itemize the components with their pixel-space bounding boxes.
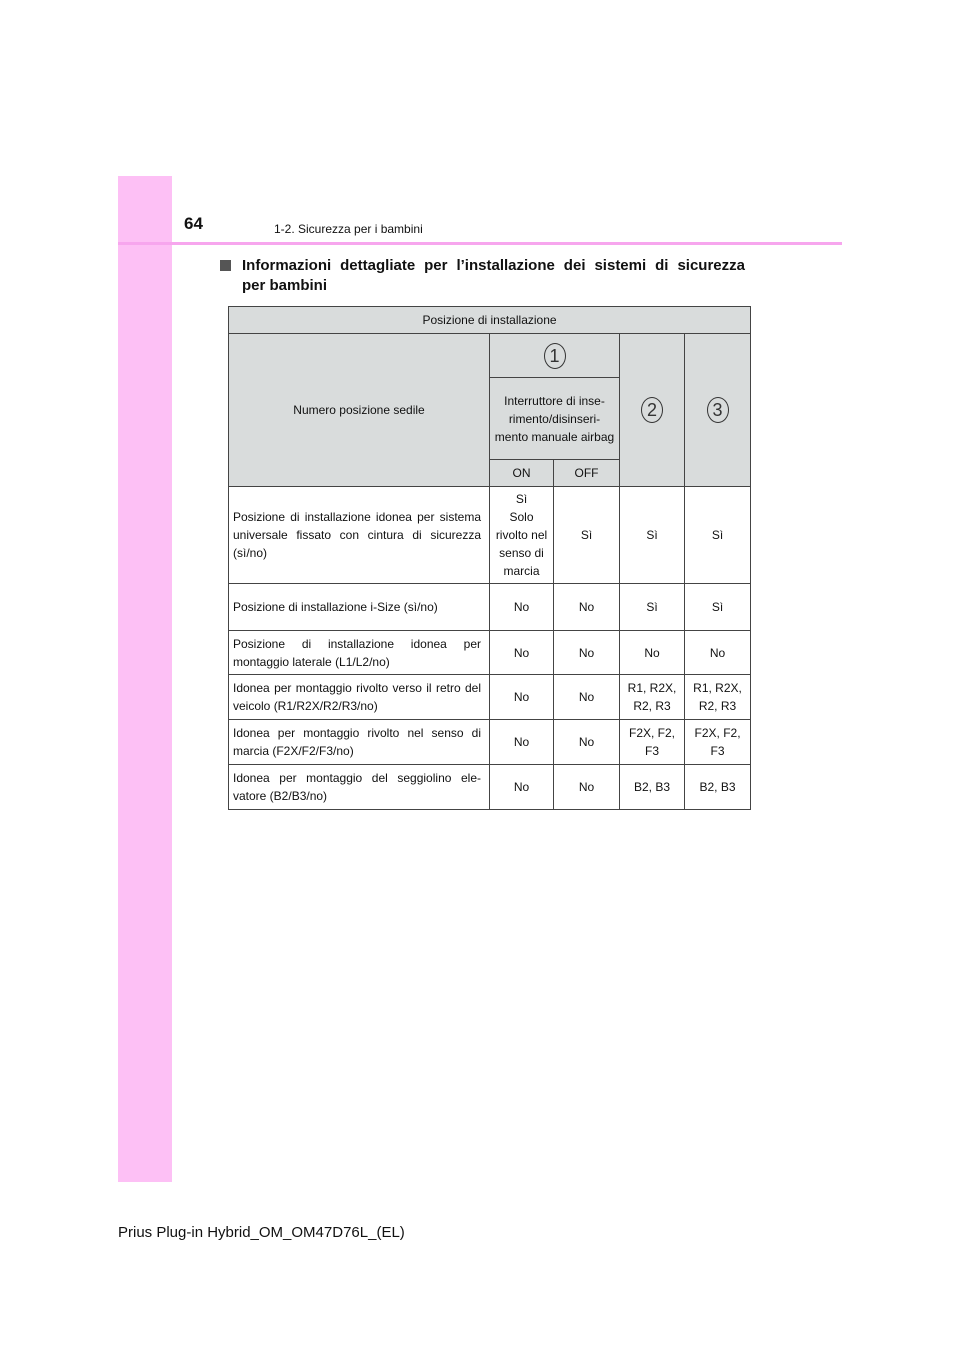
- cell-off: No: [554, 675, 620, 720]
- position-3-header: [685, 334, 751, 487]
- document-footer: Prius Plug-in Hybrid_OM_OM47D76L_(EL): [118, 1224, 405, 1241]
- cell-pos3: F2X, F2, F3: [685, 720, 751, 765]
- cell-pos2: Sì: [620, 487, 685, 584]
- position-1-icon: 1: [544, 343, 566, 369]
- square-bullet-icon: [220, 260, 231, 271]
- table-row: [229, 675, 751, 720]
- cell-pos2: Sì: [620, 584, 685, 631]
- header-divider: [118, 242, 842, 245]
- row-label: Idonea per montaggio rivolto nel senso di marcia (F2X/F2/F3/no): [229, 720, 490, 765]
- row-label: Posizione di installazione i-Size (sì/no): [229, 584, 490, 631]
- cell-off: No: [554, 584, 620, 631]
- cell-on: No: [490, 675, 554, 720]
- cell-pos3: B2, B3: [685, 765, 751, 810]
- on-header: ON: [490, 460, 554, 487]
- section-title: 1-2. Sicurezza per i bambini: [274, 222, 423, 236]
- table-row: [229, 720, 751, 765]
- position-2-icon: 2: [641, 397, 663, 423]
- cell-pos3: No: [685, 631, 751, 675]
- row-label: Posizione di installazione idonea per sistema universale fissato con cintura di sicurezza (sì/no): [229, 487, 490, 584]
- cell-pos3: Sì: [685, 487, 751, 584]
- position-2-header: [620, 334, 685, 487]
- cell-pos2: B2, B3: [620, 765, 685, 810]
- table-title: Posizione di installazione: [229, 307, 751, 334]
- seat-number-label: Numero posizione sedile: [229, 334, 490, 487]
- row-label: Idonea per montaggio del seggiolino ele-vatore (B2/B3/no): [229, 765, 490, 810]
- table-row: [229, 584, 751, 631]
- cell-on-value: Sì: [515, 492, 528, 506]
- table-row: [229, 765, 751, 810]
- cell-off-column: Sì: [554, 487, 620, 584]
- cell-on: No: [490, 584, 554, 631]
- page-number: 64: [184, 214, 203, 233]
- cell-off: No: [554, 631, 620, 675]
- cell-on: No: [490, 631, 554, 675]
- cell-pos2: F2X, F2, F3: [620, 720, 685, 765]
- cell-on-note: Solo rivolto nel senso di marcia: [495, 510, 548, 578]
- cell-on: No: [490, 765, 554, 810]
- cell-pos2: R1, R2X, R2, R3: [620, 675, 685, 720]
- position-1-header: [490, 334, 620, 378]
- cell-pos3: R1, R2X, R2, R3: [685, 675, 751, 720]
- table-row: [229, 487, 751, 584]
- cell-off: No: [554, 720, 620, 765]
- installation-table: [228, 306, 751, 810]
- off-header: OFF: [554, 460, 620, 487]
- cell-pos2: No: [620, 631, 685, 675]
- cell-on: No: [490, 720, 554, 765]
- side-tab-band: [118, 176, 172, 1182]
- row-label: Posizione di installazione idonea per montaggio laterale (L1/L2/no): [229, 631, 490, 675]
- table-row: [229, 631, 751, 675]
- cell-off: No: [554, 765, 620, 810]
- row-label: Idonea per montaggio rivolto verso il retro del veicolo (R1/R2X/R2/R3/no): [229, 675, 490, 720]
- heading-line-1: Informazioni dettagliate per l’installazione dei sistemi di sicurezza: [242, 257, 745, 274]
- cell-on-off-merged: [490, 487, 554, 584]
- airbag-switch-label: Interruttore di inse-rimento/disinseri-mento manuale airbag: [490, 378, 620, 460]
- position-3-icon: 3: [707, 397, 729, 423]
- heading-line-2: per bambini: [242, 277, 328, 294]
- cell-pos3: Sì: [685, 584, 751, 631]
